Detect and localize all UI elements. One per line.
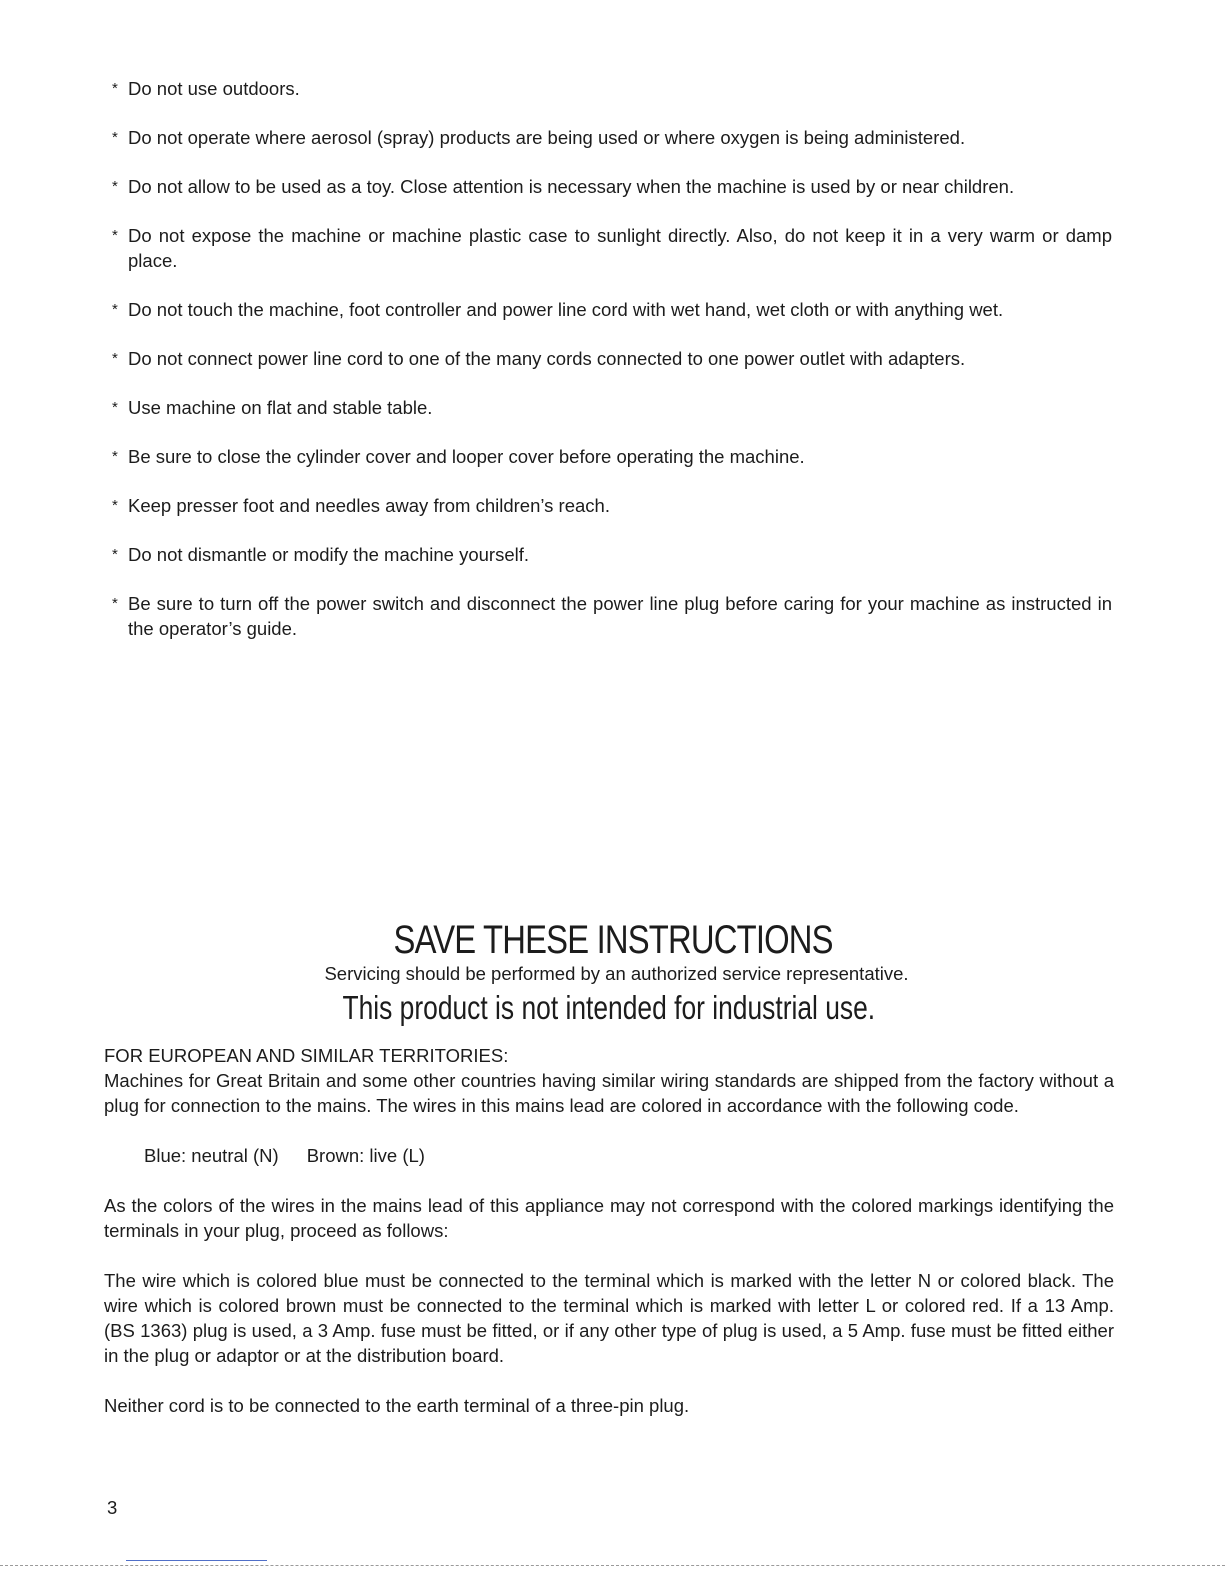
warning-item xyxy=(112,542,1112,567)
warning-item xyxy=(112,297,1112,322)
page-number: 3 xyxy=(107,1497,118,1518)
earth-terminal-note: Neither cord is to be connected to the earth terminal of a three-pin plug. xyxy=(104,1395,690,1416)
warning-item xyxy=(112,395,1112,420)
warning-text: Be sure to close the cylinder cover and looper cover before operating the machine. xyxy=(128,446,805,467)
bullet-star: * xyxy=(112,448,118,465)
bullet-star: * xyxy=(112,301,118,318)
bullet-star: * xyxy=(112,546,118,563)
servicing-note: Servicing should be performed by an authorized service representative. xyxy=(324,963,909,984)
european-wiring-section xyxy=(104,1043,1114,1418)
warning-text: Do not use outdoors. xyxy=(128,78,300,99)
bullet-star: * xyxy=(112,497,118,514)
warning-text: Be sure to turn off the power switch and disconnect the power line plug before caring for your machine as instructed in the operator’s guide. xyxy=(128,593,1112,639)
bullet-star: * xyxy=(112,399,118,416)
warning-item xyxy=(112,174,1112,199)
warning-item xyxy=(112,125,1112,150)
warning-item xyxy=(112,444,1112,469)
wire-code-brown: Brown: live (L) xyxy=(306,1145,425,1166)
safety-warning-list xyxy=(112,76,1112,665)
footer-link-underline xyxy=(126,1560,267,1561)
warning-item xyxy=(112,493,1112,518)
bullet-star: * xyxy=(112,178,118,195)
warning-text: Do not touch the machine, foot controller and power line cord with wet hand, wet cloth or with anything wet. xyxy=(128,299,1004,320)
warning-item xyxy=(112,346,1112,371)
bullet-star: * xyxy=(112,227,118,244)
warning-item xyxy=(112,223,1112,273)
european-intro: Machines for Great Britain and some other countries having similar wiring standards are shipped from the factory without a plug for connection to the mains. The wires in this mains lead are colored in accordance with the following code. xyxy=(104,1070,1114,1116)
warning-text: Do not allow to be used as a toy. Close attention is necessary when the machine is used by or near children. xyxy=(128,176,1015,197)
warning-item xyxy=(112,591,1112,641)
warning-text: Do not connect power line cord to one of the many cords connected to one power outlet with adapters. xyxy=(128,348,966,369)
wire-code-blue: Blue: neutral (N) xyxy=(144,1145,279,1166)
warning-item xyxy=(112,76,1112,101)
warning-text: Do not dismantle or modify the machine yourself. xyxy=(128,544,530,565)
warning-text: Do not expose the machine or machine plastic case to sunlight directly. Also, do not keep it in a very warm or damp place. xyxy=(128,225,1112,271)
warning-text: Keep presser foot and needles away from children’s reach. xyxy=(128,495,610,516)
warning-text: Do not operate where aerosol (spray) products are being used or where oxygen is being administered. xyxy=(128,127,966,148)
warning-text: Use machine on flat and stable table. xyxy=(128,397,433,418)
save-instructions-heading: SAVE THESE INSTRUCTIONS xyxy=(393,918,833,962)
wire-color-code xyxy=(104,1143,1114,1168)
european-heading: FOR EUROPEAN AND SIMILAR TERRITORIES: xyxy=(104,1045,509,1066)
bullet-star: * xyxy=(112,350,118,367)
bullet-star: * xyxy=(112,80,118,97)
footer-dashed-rule xyxy=(0,1565,1225,1566)
wiring-instructions: The wire which is colored blue must be connected to the terminal which is marked with the letter N or colored black. The wire which is colored brown must be connected to the terminal which is marked with letter L or colored red. If a 13 Amp. (BS 1363) plug is used, a 3 Amp. fuse must be fitted, or if any other type of plug is used, a 5 Amp. fuse must be fitted either in the plug or adaptor or at the distribution board. xyxy=(104,1270,1114,1366)
colors-note: As the colors of the wires in the mains lead of this appliance may not correspond with the colored markings identifying the terminals in your plug, proceed as follows: xyxy=(104,1195,1114,1241)
industrial-use-note: This product is not intended for industrial use. xyxy=(342,989,876,1026)
bullet-star: * xyxy=(112,595,118,612)
bullet-star: * xyxy=(112,129,118,146)
